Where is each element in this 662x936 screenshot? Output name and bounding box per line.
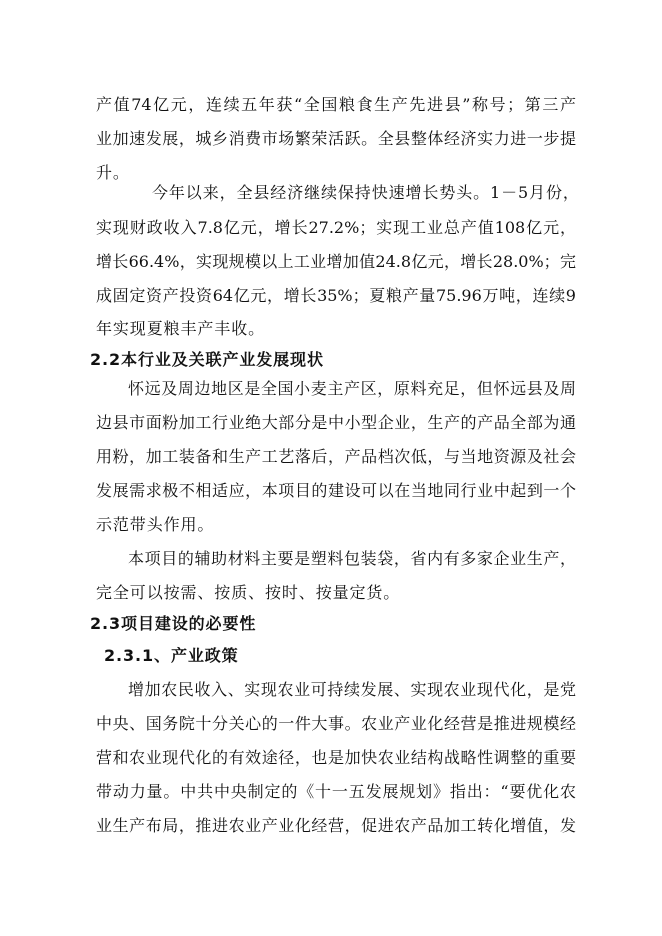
paragraph-line: 完全可以按需、按质、按时、按量定货。 [96, 583, 401, 602]
paragraph-line: 今年以来，全县经济继续保持快速增长势头。1－5月份， [152, 183, 580, 202]
paragraph-line: 营和农业现代化的有效途径，也是加快农业结构战略性调整的重要 [96, 748, 576, 767]
paragraph-line: 用粉，加工装备和生产工艺落后，产品档次低，与当地资源及社会 [96, 447, 576, 466]
paragraph-line: 成固定资产投资64亿元，增长35%；夏粮产量75.96万吨，连续9 [96, 286, 576, 305]
paragraph-line: 示范带头作用。 [96, 515, 215, 534]
section-heading: 2.3项目建设的必要性 [90, 614, 257, 633]
paragraph-line: 产值74亿元，连续五年获“全国粮食生产先进县”称号；第三产 [96, 95, 576, 114]
paragraph-line: 发展需求极不相适应，本项目的建设可以在当地同行业中起到一个 [96, 481, 576, 500]
paragraph-line: 升。 [96, 163, 130, 182]
paragraph-line: 怀远及周边地区是全国小麦主产区，原料充足，但怀远县及周 [128, 379, 576, 398]
section-heading: 2.2本行业及关联产业发展现状 [90, 350, 324, 369]
paragraph-line: 带动力量。中共中央制定的《十一五发展规划》指出：“要优化农 [96, 782, 576, 801]
paragraph-line: 边县市面粉加工行业绝大部分是中小型企业，生产的产品全部为通 [96, 413, 576, 432]
paragraph-line: 业加速发展，城乡消费市场繁荣活跃。全县整体经济实力进一步提 [96, 129, 576, 148]
paragraph-line: 年实现夏粮丰产丰收。 [96, 319, 266, 338]
paragraph-line: 实现财政收入7.8亿元，增长27.2%；实现工业总产值108亿元， [96, 218, 576, 237]
paragraph-line: 增加农民收入、实现农业可持续发展、实现农业现代化，是党 [128, 680, 576, 699]
paragraph-line: 本项目的辅助材料主要是塑料包装袋，省内有多家企业生产， [128, 549, 576, 568]
paragraph-line: 业生产布局，推进农业产业化经营，促进农产品加工转化增值，发 [96, 816, 576, 835]
subsection-heading: 2.3.1、产业政策 [104, 646, 239, 665]
paragraph-line: 增长66.4%，实现规模以上工业增加值24.8亿元，增长28.0%；完 [96, 252, 576, 271]
paragraph-line: 中央、国务院十分关心的一件大事。农业产业化经营是推进规模经 [96, 714, 576, 733]
